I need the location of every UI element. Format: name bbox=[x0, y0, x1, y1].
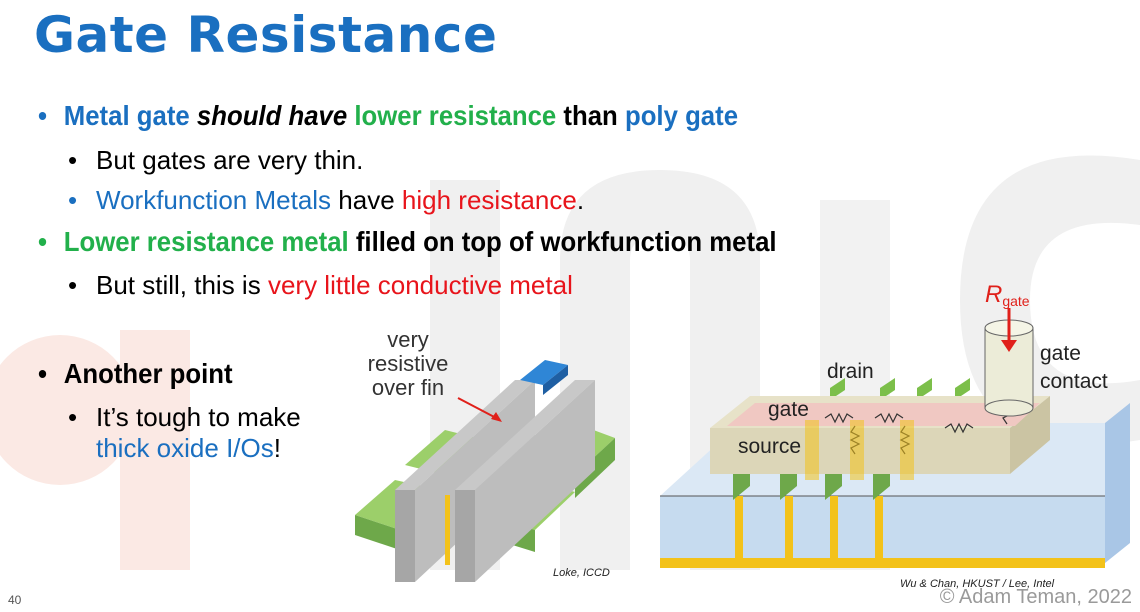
sub-bullet-thin-gates: • But gates are very thin. bbox=[68, 145, 364, 175]
source-label: source bbox=[738, 435, 802, 458]
copyright: © Adam Teman, 2022 bbox=[939, 586, 1132, 608]
gate-resistance-figure bbox=[655, 278, 1140, 578]
drain-label: drain bbox=[827, 360, 874, 383]
label-over-fin: over fin bbox=[371, 375, 445, 400]
right-figure-citation: Wu & Chan, HKUST / Lee, Intel bbox=[900, 578, 1055, 590]
finfet-gate-figure bbox=[350, 320, 620, 590]
gate-label: gate bbox=[768, 398, 809, 421]
left-figure-citation: Loke, ICCD bbox=[553, 567, 610, 579]
gate-contact-label-2: contact bbox=[1040, 370, 1108, 393]
sub-bullet-thick-oxide: • It’s tough to make thick oxide I/Os! bbox=[68, 402, 301, 463]
sub-bullet-workfunction: • Workfunction Metals have high resistance. bbox=[68, 185, 585, 215]
bullet-metal-gate: • Metal gate should have lower resistance than poly gate bbox=[38, 100, 739, 131]
page-title: Gate Resistance bbox=[34, 6, 498, 64]
bullet-another-point: • Another point bbox=[38, 358, 233, 389]
rgate-label: Rgate bbox=[985, 281, 1030, 309]
sub-bullet-conductive-metal: • But still, this is very little conductive metal bbox=[68, 270, 573, 300]
gate-contact-label-1: gate bbox=[1040, 342, 1081, 365]
page-number: 40 bbox=[8, 593, 22, 607]
label-very: very bbox=[387, 327, 429, 352]
bullet-lower-resistance: • Lower resistance metal filled on top of workfunction metal bbox=[38, 226, 777, 257]
label-resistive: resistive bbox=[367, 351, 449, 376]
